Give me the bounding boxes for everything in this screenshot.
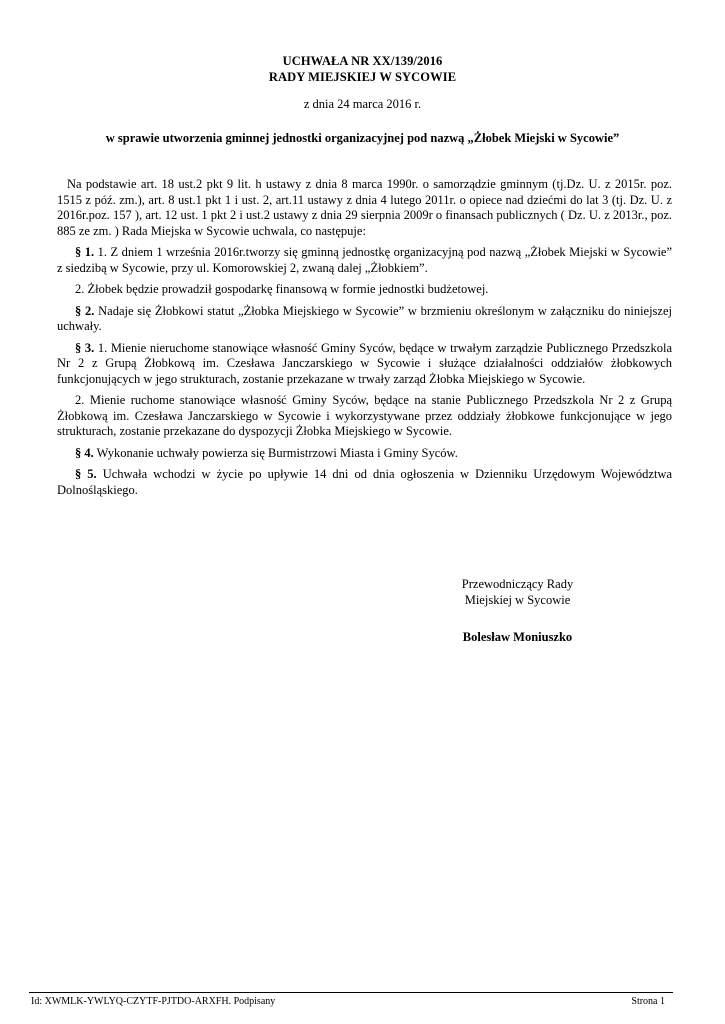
section-3-text: 1. Mienie nieruchome stanowiące własność Gminy Syców, będące w trwałym zarządzie Publicznego Przedszkola Nr 2 z Grupą Żłobkową im. Czesława Janczarskiego w Sycowie i służące działalności oddziałów żłobkowych funkcjonujących w jego strukturach, zostanie przekazane w trwały zarząd Żłobka Miejskiego w Sycowie. — [57, 340, 672, 386]
preamble: Na podstawie art. 18 ust.2 pkt 9 lit. h ustawy z dnia 8 marca 1990r. o samorządzie gminnym (tj.Dz. U. z 2015r. poz. 1515 z póź. zm.), art. 8 ust.1 pkt 1 i ust. 2, art.11 ustawy z dnia 4 lutego 2011r. o opiece nad dziećmi do lat 3 (tj. Dz. U. z 2016r.poz. 157 ), art. 12 ust. 1 pkt 2 i ust.2 ustawy z dnia 29 sierpnia 2009r o finansach publicznych ( Dz. U. z 2013r., poz. 885 ze zm. ) Rada Miejska w Sycowie uchwala, co następuje: — [57, 177, 672, 238]
section-3-paragraph-1 — [57, 341, 672, 388]
resolution-subject: w sprawie utworzenia gminnej jednostki organizacyjnej pod nazwą „Żłobek Miejski w Sycowie” — [105, 131, 620, 145]
section-1-paragraph-2: 2. Żłobek będzie prowadził gospodarkę finansową w formie jednostki budżetowej. — [75, 282, 489, 296]
page-number: Strona 1 — [631, 996, 665, 1007]
resolution-date: z dnia 24 marca 2016 r. — [303, 97, 422, 111]
section-1-label: § 1. — [75, 245, 95, 259]
signatory-role-line-1: Przewodniczący Rady — [461, 577, 574, 591]
signature-block — [420, 577, 615, 646]
section-1-paragraph-1 — [57, 245, 672, 276]
section-2-label: § 2. — [75, 303, 95, 318]
section-1-text: 1. Z dniem 1 września 2016r.tworzy się gminną jednostkę organizacyjną pod nazwą „Żłobek Miejski w Sycowie” z siedzibą w Sycowie, przy ul. Komorowskiej 2, zwaną dalej „Żłobkiem”. — [57, 245, 673, 275]
footer-divider — [29, 992, 673, 993]
resolution-number: UCHWAŁA NR XX/139/2016 — [282, 54, 443, 68]
section-2-paragraph — [57, 304, 672, 335]
council-name: RADY MIEJSKIEJ W SYCOWIE — [268, 70, 457, 84]
section-3-paragraph-2: 2. Mienie ruchome stanowiące własność Gminy Syców, będące na stanie Publicznego Przedszkola Nr 2 z Grupą Żłobkową im. Czesława Janczarskiego w Sycowie i wykorzystywane przez oddziały żłobkowe funkcjonujące w jego strukturach, zostanie przekazane do dyspozycji Żłobka Miejskiego w Sycowie. — [57, 393, 672, 438]
section-4-paragraph — [57, 446, 672, 462]
section-2-text: Nadaje się Żłobkowi statut „Żłobka Miejskiego w Sycowie” w brzmieniu określonym w załączniku do niniejszej uchwały. — [57, 303, 672, 333]
signatory-role-line-2: Miejskiej w Sycowie — [464, 592, 571, 607]
section-4-label: § 4. — [75, 445, 94, 460]
signatory-name: Bolesław Moniuszko — [462, 630, 573, 644]
document-id: Id: XWMLK-YWLYQ-CZYTF-PJTDO-ARXFH. Podpisany — [31, 996, 276, 1007]
document-body — [57, 177, 672, 504]
document-header — [0, 53, 725, 85]
section-3-label: § 3. — [75, 340, 95, 355]
section-4-text: Wykonanie uchwały powierza się Burmistrzowi Miasta i Gminy Syców. — [93, 445, 458, 460]
section-5-label: § 5. — [75, 467, 97, 481]
section-5-paragraph — [57, 467, 672, 498]
section-5-text: Uchwała wchodzi w życie po upływie 14 dni od dnia ogłoszenia w Dzienniku Urzędowym Województwa Dolnośląskiego. — [57, 467, 673, 497]
